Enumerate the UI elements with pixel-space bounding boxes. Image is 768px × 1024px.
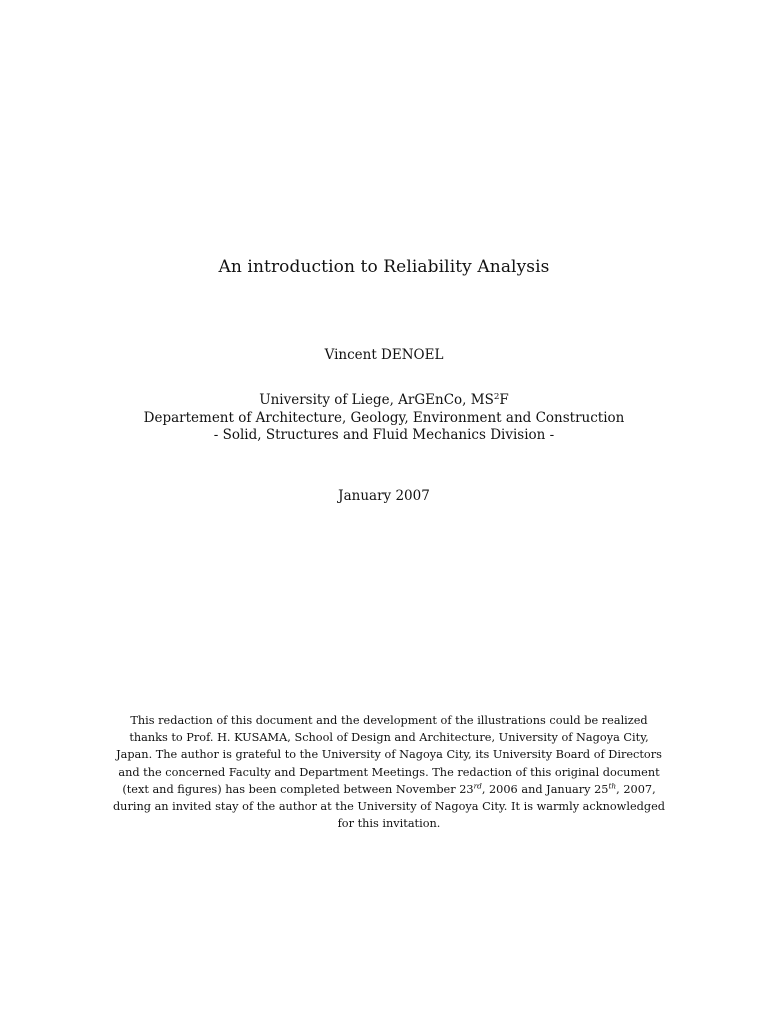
ack-sup-rd: rd — [473, 781, 482, 791]
acknowledgement-paragraph — [110, 712, 668, 832]
document-title: An introduction to Reliability Analysis — [218, 257, 550, 277]
affiliation-block — [0, 392, 768, 445]
affiliation-division: - Solid, Structures and Fluid Mechanics Division - — [213, 427, 555, 443]
ack-part1: This redaction of this document and the development of the illustrations could be realized thanks to Prof. H. KUSAMA, School of Design and Architecture, University of Nagoya City, Japan. The author is grateful to the University of Nagoya City, its University Board of Directors and the concerned Faculty and Department Meetings. The redaction of this original document (text and figures) has been completed between November 23 — [116, 714, 662, 796]
ack-part3: , 2007, during an invited stay of the author at the University of Nagoya City. It is warmly acknowledged for this invitation. — [112, 782, 666, 831]
document-date: January 2007 — [338, 488, 430, 504]
ack-part2: , 2006 and January 25 — [481, 782, 609, 796]
affiliation-department: Departement of Architecture, Geology, Environment and Construction — [143, 409, 625, 426]
affiliation-university-text: University of Liege, ArGEnCo, MS — [259, 392, 494, 408]
author-name: Vincent DENOEL — [324, 347, 444, 363]
affiliation-university-sup: 2 — [493, 391, 500, 402]
ack-sup-th: th — [608, 781, 617, 791]
affiliation-university — [0, 392, 768, 410]
affiliation-university-tail: F — [499, 392, 509, 408]
